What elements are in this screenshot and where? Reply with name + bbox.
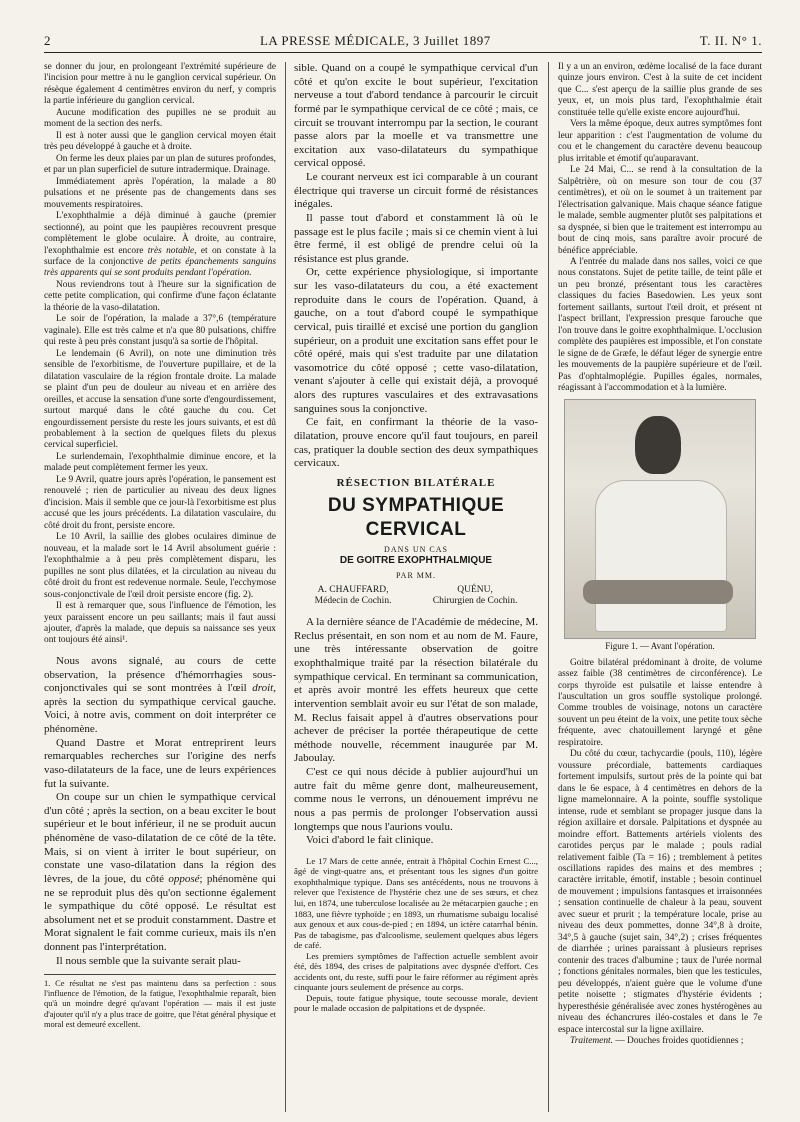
photo-figure-arms — [583, 580, 733, 604]
paragraph: Le 10 Avril, la saillie des globes oculaires diminue de nouveau, et la malade sort le 14 Avril absolument guérie : l'exophthalmie a à peu près complètement disparu, les pupilles ne sont plus dilatées, et la circulation au niveau du côté droit du front est redevenue normale. Seule, l'ecchymose sous-conjonctivale de l'œil droit persiste encore (fig. 2). — [44, 532, 276, 600]
paragraph: Il est à remarquer que, sous l'influence de l'émotion, les yeux paraissent encore un peu saillants; mais il faut aussi ajouter, d'après la malade, que depuis sa naissance ses yeux ont toujours été ainsi¹. — [44, 601, 276, 646]
column-2 — [294, 62, 538, 1117]
journal-title: LA PRESSE MÉDICALE, 3 Juillet 1897 — [259, 33, 491, 48]
paragraph: On ferme les deux plaies par un plan de sutures profondes, et par un plan superficiel de suture intradermique. Drainage. — [44, 153, 276, 176]
text-run: ; phénomène qui ne se reproduit plus dès qu'on sectionne également le sympathique du côté opposé. Le résultat est absolument net et se produit constamment. Dastre et Morat signalent le fait comme curieux, mais ils n'en donnent pas l'interprétation. — [44, 872, 276, 954]
author — [433, 585, 518, 609]
text-run: On coupe sur un chien le sympathique cervical d'un côté ; après la section, on a beau exciter le bout supérieur et le bout inférieur, il ne se produit aucun phénomène de vaso-dilatation de ce côté de la tête. Mais, si on vient à irriter le bout supérieur, on constate une vaso-dilatation dans la région des lèvres, de la joue, du côté — [44, 791, 276, 885]
italic-run: droit — [252, 682, 274, 695]
author-name: A. CHAUFFARD, — [317, 584, 389, 595]
paragraph: Le 17 Mars de cette année, entrait à l'hôpital Cochin Ernest C..., âgé de vingt-quatre ans, et présentant tous les signes d'un goitre exophthalmique typique. Dans ses antécédents, nous ne trouvons à relever que l'existence de l'hystérie chez une de ses sœurs, et chez lui, en 1874, une tuberculose localisée au 2e métacarpien gauche ; en 1883, une fièvre typhoïde ; en 1893, un rhumatisme subaigu localisé aux genoux et aux cous-de-pied ; en 1894, un ictère catarrhal bénin. Pas de tabagisme, pas d'alcoolisme, seulement quelques abus légers de café. — [294, 855, 538, 951]
column-1 — [44, 62, 276, 1117]
paragraph: Le lendemain (6 Avril), on note une diminution très sensible de l'exorbitisme, de l'ouverture pupillaire, et de la dilatation vasculaire de la région frontale droite. La malade se plaint d'un peu de douleur au niveau et en arrière des oreilles, et accuse la sensation d'une sorte d'engourdissement, surtout marqué dans le côté gauche du cou. Cet engourdissement persiste du reste les jours suivants, et est dû probablement à la section de quelques filets du plexus cervical superficiel. — [44, 348, 276, 451]
paragraph: Aucune modification des pupilles ne se produit au moment de la section des nerfs. — [44, 107, 276, 130]
text-run: Nous avons signalé, au cours de cette observation, la présence d'hémorrhagies sous-conjonctivales qui se sont montrées à l'œil — [44, 654, 276, 695]
paragraph: Du côté du cœur, tachycardie (pouls, 110), légère voussure précordiale, battements cardiaques fortement impulsifs, surtout près de la pointe qui bat dans le 6e espace, à 4 centimètres en dehors de la ligne mamelonnaire. A la pointe, souffle systolique intense, rude et semblant se propager jusque dans la région axillaire et dorsale. Palpitations et dyspnée au moindre effort. Battements artériels violents des carotides perçus par le malade ; pouls radial relativement faible (Ta = 16) ; tremblement à petites oscillations rapides des mains et des membres ; caractère irritable, émotif, instable ; besoin continuel de mouvement ; impulsions fantasques et irraisonnées ; sensation continuelle de chaleur à la peau, souvent avec sueur et prurit ; la température locale, prise au niveau des deux pommettes, donne 34°,8 à droite, 34°,5 à gauche (sujet sain, 34°,2) ; crises fréquentes de diarrhée ; urines paraissant à plusieurs reprises contenir des traces d'albumine ; taux de l'urée normal ; fonctions génitales normales, bien que les testicules, peu développés, n'aient guère que le volume d'une petite noisette ; stigmates d'hystérie évidents ; hyperesthésie généralisée avec zones hystérogènes au niveau des échancrures iléo-costales et dans le 7e espace intercostal sur la ligne axillaire. — [558, 749, 762, 1035]
byline-prefix: PAR MM. — [395, 570, 437, 580]
paragraph: Depuis, toute fatigue physique, toute secousse morale, devient pour le malade occasion de palpitations et de dyspnée. — [294, 992, 538, 1014]
article-kicker: RÉSECTION BILATÉRALE — [336, 476, 496, 489]
article-subtitle-connector: DANS UN CAS — [384, 545, 448, 555]
text-run: L'exophthalmie a déjà diminué à gauche (premier sectionné), au point que les paupières recouvrent presque complètement le globe oculaire. À droite, au contraire, l'exophthalmie est encore — [44, 211, 276, 256]
text-run: — Douches froides quotidiennes ; — [612, 1036, 744, 1047]
case-report — [294, 856, 538, 1014]
paragraph — [44, 655, 276, 737]
paragraph: C'est ce qui nous décide à publier aujourd'hui un autre fait du même genre dont, malheureusement, comme nous le verrons, un dénouement imprévu ne nous a pas permis de prolonger l'observation aussi longtemps que nous l'aurions voulu. — [294, 766, 538, 833]
volume-number: T. II. N° 1. — [699, 33, 762, 48]
paragraph: Goitre bilatéral prédominant à droite, de volume assez faible (38 centimètres de circonférence). Le corps thyroïde est pulsatile et laisse entendre à l'auscultation un gros souffle systolique prolongé. Comme troubles de voisinage, notons un caractère souvent un peu éteint de la voix, une petite toux sèche fréquente, avec chatouillement laryngé et gêne respiratoire. — [558, 657, 762, 748]
column-divider — [285, 62, 286, 1112]
italic-run: opposé — [168, 872, 200, 885]
paragraph: Le 24 Mai, C... se rend à la consultation de la Salpêtrière, où on mesure son tour de cou (37 centimètres), et où on le soumet à un traitement par l'électrisation galvanique. Mais chaque séance fatigue le malade, semble augmenter plutôt ses palpitations et sa dyspnée, si bien que le traitement est interrompu au bout de cinq mois, sans paraître avoir procuré de bénéfice appréciable. — [558, 165, 762, 256]
article-title: DU SYMPATHIQUE CERVICAL — [327, 495, 505, 540]
paragraph: se donner du jour, en prolongeant l'extrémité supérieure de l'incision pour mettre à nu le ganglion cervical supérieur. On résèque également 4 centimètres environ du nerf, y compris la partie inférieure du ganglion cervical. — [44, 62, 276, 107]
italic-run: Traitement. — [570, 1036, 613, 1047]
paragraph: Il est à noter aussi que le ganglion cervical moyen était très peu développé à gauche et à droite. — [44, 130, 276, 153]
column-divider — [548, 62, 549, 1112]
page-number: 2 — [44, 33, 51, 48]
paragraph: Voici d'abord le fait clinique. — [306, 834, 434, 847]
paragraph: Le courant nerveux est ici comparable à un courant électrique qui traverse un circuit formé de résistances inégales. — [294, 171, 538, 211]
running-header — [44, 30, 762, 53]
paragraph: Quand Dastre et Morat entreprirent leurs remarquables recherches sur l'origine des nerfs vaso-dilatateurs de la face, une de leurs expériences fut la suivante. — [44, 736, 276, 790]
paragraph: Il y a un an environ, œdème localisé de la face durant quinze jours environ. C'est à la suite de cet incident que C... s'est aperçu de la saillie plus grande de ses yeux, et, un mois plus tard, l'exophthalmie était constituée telle qu'elle existe encore aujourd'hui. — [558, 62, 762, 118]
paragraph: Or, cette expérience physiologique, si importante sur les vaso-dilatateurs du cou, a été exactement reproduite dans le cours de l'opération. Quand, à gauche, on a tout d'abord coupé le sympathique cervical, puis tiraillé et excisé une portion du ganglion supérieur, on a produit une excitation sans effet pour le côté opéré, mais qui s'est traduite par une dilatation vasomotrice du côté opposé ; cette vaso-dilatation, venant s'ajouter à celle qui existait déjà, a provoqué alors des ruptures vasculaires et des extravasations sanguines sous la conjonctive. — [294, 266, 538, 415]
photo-figure-body — [595, 480, 727, 632]
paragraph — [44, 211, 276, 280]
paragraph — [44, 791, 276, 955]
authors — [294, 585, 538, 609]
paragraph — [558, 1036, 762, 1047]
paragraph: Immédiatement après l'opération, la malade a 80 pulsations et ne présente pas de changements dans ses mouvements respiratoires. — [44, 176, 276, 210]
text-run: , et on constate à la surface de la conjonctive — [44, 245, 276, 267]
column-3 — [558, 62, 762, 1117]
paragraph: A l'entrée du malade dans nos salles, voici ce que nous constatons. Sujet de petite taille, de teint pâle et un peu bronzé, présentant tous les caractères classiques du facies Basedowien. Les yeux sont fortement saillants, surtout l'œil droit, et présent nt l'aspect brillant, l'expression presque farouche que l'on trouve dans le goitre exophthalmique. L'occlusion complète des paupières est impossible, et l'on constate le signe de de Græfe, le défaut léger de synergie entre les mouvements de la paupière supérieure et de l'œil. Pas d'ophtalmoplégie. Pupilles égales, normales, réagissant à l'accommodation et à la lumière. — [558, 256, 762, 394]
paragraph: Le soir de l'opération, la malade a 37°,6 (température vaginale). Elle est très calme et n'a que 80 pulsations, chiffre qui reste à peu près constant jusqu'à sa sortie de l'hôpital. — [44, 314, 276, 348]
commentary-section — [44, 655, 276, 968]
paragraph: sible. Quand on a coupé le sympathique cervical d'un côté et qu'on excite le bout supérieur, l'excitation nerveuse a tout d'abord tendance à parcourir le circuit formé par le sympathique cervical de ce côté ; mais, ce circuit se trouvant interrompu par la section, le courant passe alors par la moelle et va transmettre une excitation aux vaso-dilatateurs du sympathique cervical opposé. — [294, 62, 538, 170]
paragraph: A la dernière séance de l'Académie de médecine, M. Reclus présentait, en son nom et au nom de M. Faure, une très intéressante observation de goitre exophthalmique traité par la résection bilatérale du sympathique cervical. En terminant sa communication, et après avoir montré les effets heureux que cette intervention semblait avoir eu sur l'état de son malade, M. Reclus faisait appel à d'autres observations pour achever de préciser la portée thérapeutique de cette méthode nouvelle, récemment inaugurée par M. Jaboulay. — [294, 616, 538, 765]
author-affiliation: Chirurgien de Cochin. — [432, 596, 518, 607]
paragraph: Ce fait, en confirmant la théorie de la vaso-dilatation, prouve encore qu'il faut toujours, en pareil cas, pratiquer la double section des deux sympathiques cervicaux. — [294, 416, 538, 470]
paragraph: Les premiers symptômes de l'affection actuelle semblent avoir été, dès 1894, des crises de palpitations avec dyspnée d'effort. Ces accidents ont, du reste, suffi pour le faire réformer au régiment après cinquante jours seulement de présence au corps. — [294, 950, 538, 993]
paragraph: Le surlendemain, l'exophthalmie diminue encore, et la malade peut complètement fermer les yeux. — [44, 451, 276, 474]
paragraph: Nous reviendrons tout à l'heure sur la signification de cette petite complication, qui confirme d'une façon éclatante la théorie de la vaso-dilatation. — [44, 279, 276, 313]
italic-run: très notable — [147, 245, 195, 256]
author — [315, 585, 392, 609]
paragraph: Il passe tout d'abord et constamment là où le passage est le plus facile ; mais si ce chemin vient à lui être fermé, il est obligé de prendre celui où la résistance est plus grande. — [294, 211, 538, 265]
patient-photograph — [564, 399, 756, 639]
figure-caption: Figure 1. — Avant l'opération. — [605, 640, 715, 651]
text-run: , après la section du sympathique cervical gauche. Voici, à notre avis, comment on doit interpréter ce phénomène. — [44, 682, 276, 736]
footnote: 1. Ce résultat ne s'est pas maintenu dans sa perfection : sous l'influence de l'émotion, de la fatigue, l'exophthalmie reparaît, bien qu'à un moindre degré qu'avant l'opération — mais il est juste d'ajouter qu'il n'y a plus trace de goitre, que l'état général physique et moral est demeuré excellent. — [44, 974, 276, 1029]
author-name: QUÉNU, — [457, 584, 493, 595]
article-heading — [294, 477, 538, 608]
italic-run: de petits épanchements sanguins très apparents qui se sont produits pendant l'opération. — [44, 256, 276, 279]
author-affiliation: Médecin de Cochin. — [314, 596, 392, 607]
paragraph: Le 9 Avril, quatre jours après l'opération, le pansement est renouvelé ; rien de particulier au niveau des deux lignes d'incision. Mais il semble que ce jour-là l'exorbitisme est plus accusé que les jours précédents. La dilatation vasculaire, du côté droit du front, persiste encore. — [44, 474, 276, 531]
article-subtitle: DE GOITRE EXOPHTHALMIQUE — [339, 555, 493, 567]
paragraph: Il nous semble que la suivante serait plau- — [56, 954, 241, 967]
photo-figure-head — [635, 416, 681, 474]
paragraph: Vers la même époque, deux autres symptômes font leur apparition : c'est l'augmentation de volume du cou et le changement du caractère devenu beaucoup plus irritable et émotif qu'auparavant. — [558, 119, 762, 164]
